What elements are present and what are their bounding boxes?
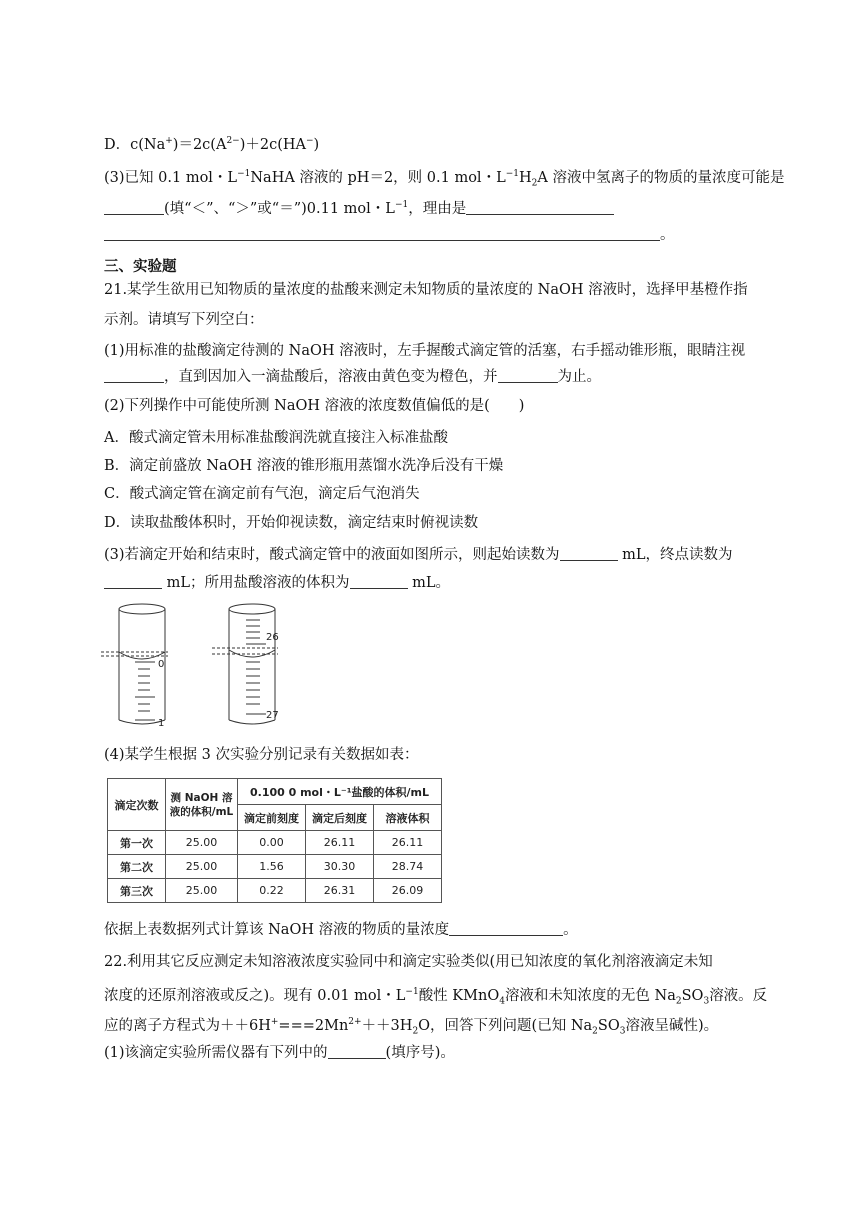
q21-option-b: B．滴定前盛放 NaOH 溶液的锥形瓶用蒸馏水洗净后没有干燥 — [104, 458, 504, 474]
header-count: 滴定次数 — [108, 779, 166, 831]
text: SO — [597, 1017, 620, 1034]
scale-ticks — [135, 662, 155, 720]
text: NaHA 溶液的 pH＝2，则 0.1 mol・L — [250, 169, 506, 186]
table-cell: 第二次 — [108, 855, 166, 879]
header-volume: 溶液体积 — [374, 805, 442, 831]
text: 酸性 KMnO — [418, 987, 500, 1004]
sup: −1 — [394, 200, 409, 210]
text: 依据上表数据列式计算该 NaOH 溶液的物质的量浓度 — [104, 922, 450, 938]
table-cell: 25.00 — [166, 879, 238, 903]
q21-intro-line2: 示剂。请填写下列空白： — [104, 312, 264, 328]
text: 溶液。反 — [709, 987, 768, 1004]
table-cell: 30.30 — [306, 855, 374, 879]
text: (填序号)。 — [385, 1045, 455, 1061]
text: 浓度的还原剂溶液或反之)。现有 0.01 mol・L — [104, 987, 406, 1004]
text: H — [518, 169, 532, 186]
table-row — [108, 855, 442, 879]
text: O，回答下列问题(已知 Na — [418, 1017, 593, 1034]
table-row — [108, 831, 442, 855]
text: SO — [681, 987, 704, 1004]
table-cell: 25.00 — [166, 855, 238, 879]
text: )＋2c(HA — [239, 136, 306, 153]
table-cell: 1.56 — [238, 855, 306, 879]
text: (3)若滴定开始和结束时，酸式滴定管中的液面如图所示，则起始读数为 — [104, 547, 560, 563]
text: D．c(Na — [104, 136, 166, 153]
table-cell: 第一次 — [108, 831, 166, 855]
sub: 2 — [592, 1026, 598, 1037]
q21-sub4: (4)某学生根据 3 次实验分别记录有关数据如表： — [104, 747, 419, 763]
question-3-line3 — [104, 225, 675, 245]
text: ，直到因加入一滴盐酸后，溶液由黄色变为橙色，并 — [164, 369, 498, 385]
q21-option-a: A．酸式滴定管未用标准盐酸润洗就直接注入标准盐酸 — [104, 430, 448, 446]
table-cell: 26.11 — [306, 831, 374, 855]
sub: 2 — [412, 1026, 419, 1037]
sup: 2+ — [348, 1017, 362, 1027]
text: mL。 — [407, 575, 450, 591]
q21-sub3-line2 — [104, 573, 450, 593]
header-before: 滴定前刻度 — [238, 805, 306, 831]
question-3-line1 — [104, 164, 784, 194]
header-after: 滴定后刻度 — [306, 805, 374, 831]
text: ，理由是 — [408, 200, 467, 217]
answer-blank[interactable] — [350, 574, 408, 589]
sup: − — [306, 136, 314, 146]
q21-option-c: C．酸式滴定管在滴定前有气泡，滴定后气泡消失 — [104, 486, 420, 502]
text: 。 — [563, 922, 578, 938]
table-cell: 第三次 — [108, 879, 166, 903]
q21-option-d: D．读取盐酸体积时，开始仰视读数，滴定结束时俯视读数 — [104, 515, 479, 531]
text: 为止。 — [557, 369, 601, 385]
q22-line3 — [104, 1012, 718, 1042]
sub: 4 — [499, 996, 505, 1007]
answer-blank[interactable] — [498, 368, 558, 383]
burette-right-rim — [229, 604, 275, 614]
text: 。 — [660, 227, 675, 243]
table-cell: 0.00 — [238, 831, 306, 855]
option-d-line — [104, 131, 319, 155]
header-naoh: 测 NaOH 溶液的体积/mL — [166, 779, 238, 831]
q21-sub2: (2)下列操作中可能使所测 NaOH 溶液的浓度数值偏低的是( ) — [104, 398, 525, 414]
q21-intro-line1: 21.某学生欲用已知物质的量浓度的盐酸来测定未知物质的量浓度的 NaOH 溶液时，选择甲基橙作指 — [104, 282, 748, 298]
scale-ticks — [246, 620, 266, 714]
sup: −1 — [237, 169, 251, 179]
sup: + — [165, 136, 173, 146]
sub: 3 — [619, 1026, 626, 1037]
sup: −1 — [505, 169, 519, 179]
q21-sub1-line2 — [104, 367, 601, 387]
table-cell: 26.31 — [306, 879, 374, 903]
table-cell: 26.09 — [374, 879, 442, 903]
answer-blank[interactable] — [104, 368, 164, 383]
text: (3)已知 0.1 mol・L — [104, 169, 238, 186]
text: 溶液和未知浓度的无色 Na — [504, 987, 676, 1004]
table-cell: 26.11 — [374, 831, 442, 855]
burette-label: 27 — [266, 710, 279, 721]
burette-label: 26 — [266, 632, 279, 643]
text: 溶液呈碱性)。 — [625, 1017, 719, 1034]
section-heading: 三、实验题 — [104, 259, 177, 275]
text: A 溶液中氢离子的物质的量浓度可能是 — [537, 169, 785, 186]
table-cell: 0.22 — [238, 879, 306, 903]
q21-sub3-line1 — [104, 545, 733, 565]
answer-blank[interactable] — [104, 226, 660, 241]
text: ===2Mn — [278, 1017, 349, 1034]
text: )＝2c(A — [172, 136, 227, 153]
answer-blank[interactable] — [104, 574, 162, 589]
table-row — [108, 879, 442, 903]
text: (1)该滴定实验所需仪器有下列中的 — [104, 1045, 328, 1061]
sup: −1 — [405, 987, 419, 997]
burette-label: 0 — [158, 659, 165, 670]
data-table — [107, 778, 442, 903]
text: (填“＜”、“＞”或“＝”)0.11 mol・L — [164, 200, 395, 217]
table-cell: 28.74 — [374, 855, 442, 879]
answer-blank[interactable] — [104, 200, 164, 215]
q22-sub1 — [104, 1043, 455, 1063]
burette-left-rim — [119, 604, 165, 614]
question-3-line2 — [104, 195, 614, 219]
q22-line2 — [104, 982, 767, 1012]
sup: + — [270, 1017, 279, 1027]
q21-calc-line — [104, 920, 578, 940]
text: 应的离子方程式为＋＋6H — [104, 1017, 271, 1034]
sub: 3 — [703, 996, 710, 1007]
q21-sub1-line1: (1)用标准的盐酸滴定待测的 NaOH 溶液时，左手握酸式滴定管的活塞，右手摇动锥形瓶，眼睛注视 — [104, 343, 746, 359]
answer-blank[interactable] — [560, 546, 618, 561]
answer-blank[interactable] — [449, 921, 563, 936]
table-cell: 25.00 — [166, 831, 238, 855]
q22-line1: 22.利用其它反应测定未知溶液浓度实验同中和滴定实验类似(用已知浓度的氧化剂溶液滴定未知 — [104, 954, 713, 970]
text: mL；所用盐酸溶液的体积为 — [162, 575, 350, 591]
answer-blank[interactable] — [466, 200, 614, 215]
burette-label: 1 — [158, 718, 165, 729]
text: ＋＋3H — [361, 1017, 413, 1034]
sub: 2 — [531, 178, 538, 189]
header-hcl: 0.100 0 mol・L⁻¹盐酸的体积/mL — [238, 779, 442, 805]
answer-blank[interactable] — [328, 1044, 386, 1059]
text: ) — [313, 136, 320, 153]
burette-figure — [100, 600, 360, 735]
sup: 2− — [226, 136, 240, 146]
text: mL，终点读数为 — [617, 547, 733, 563]
sub: 2 — [675, 996, 682, 1007]
